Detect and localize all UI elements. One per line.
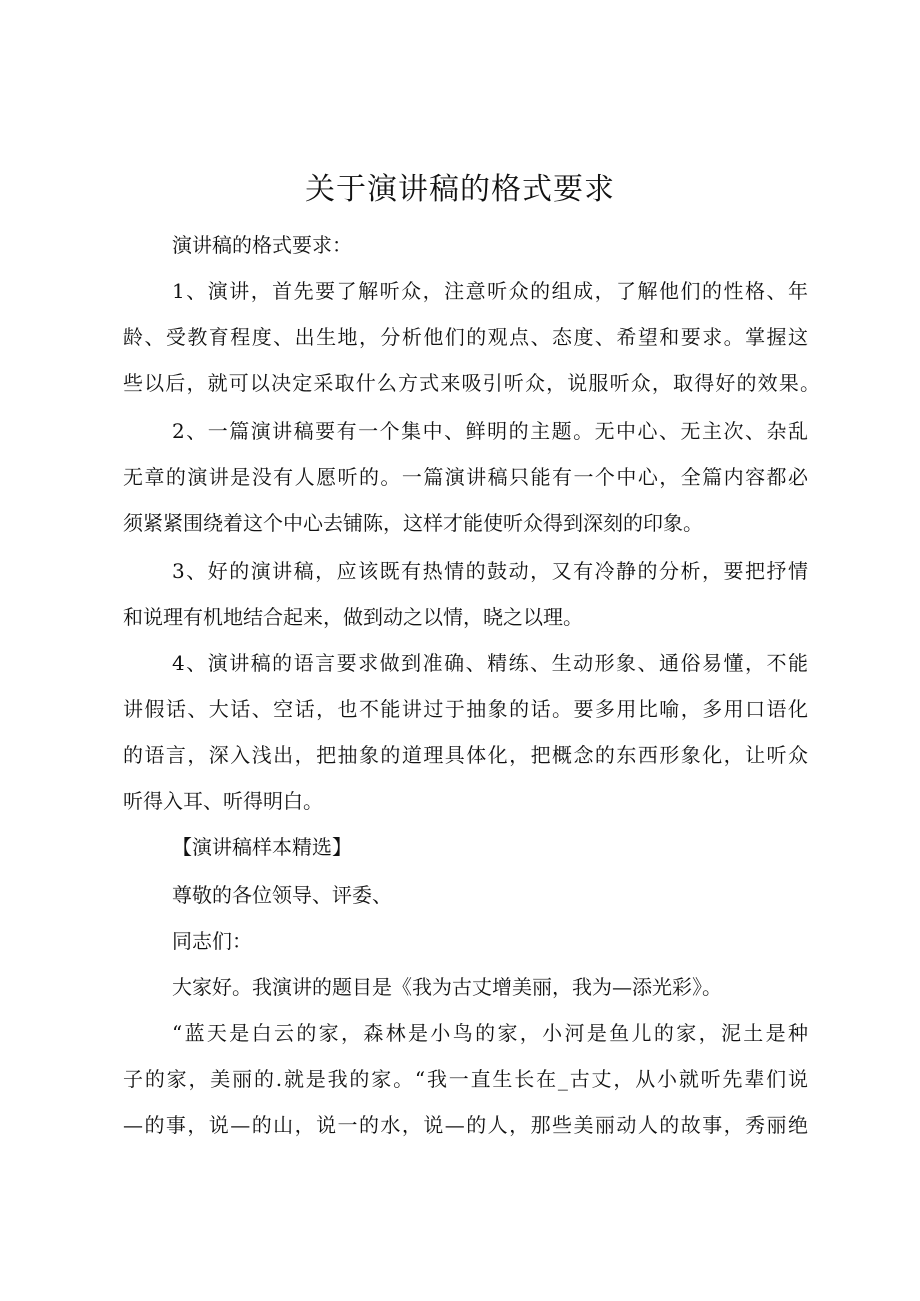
paragraph-2-line-2: 无章的演讲是没有人愿听的。一篇演讲稿只能有一个中心，全篇内容都必 — [123, 465, 808, 489]
opening-line: 大家好。我演讲的题目是《我为古丈增美丽，我为—添光彩》。 — [172, 975, 722, 999]
paragraph-5-line-2: 子的家，美丽的.就是我的家。“我一直生长在_古丈，从小就听先辈们说 — [123, 1067, 808, 1091]
paragraph-2-line-1: 2、一篇演讲稿要有一个集中、鲜明的主题。无中心、无主次、杂乱 — [172, 419, 808, 443]
paragraph-4-line-4: 听得入耳、听得明白。 — [123, 789, 323, 813]
paragraph-4-line-3: 的语言，深入浅出，把抽象的道理具体化，把概念的东西形象化，让听众 — [123, 743, 808, 767]
paragraph-1-line-3: 些以后，就可以决定采取什么方式来吸引听众，说服听众，取得好的效果。 — [123, 371, 820, 395]
paragraph-4-line-1: 4、演讲稿的语言要求做到准确、精练、生动形象、通俗易懂，不能 — [172, 651, 808, 675]
paragraph-3-line-1: 3、好的演讲稿，应该既有热情的鼓动，又有冷静的分析，要把抒情 — [172, 559, 808, 583]
paragraph-2-line-3: 须紧紧围绕着这个中心去铺陈，这样才能使听众得到深刻的印象。 — [123, 511, 703, 535]
greeting-line-1: 尊敬的各位领导、评委、 — [172, 883, 392, 907]
intro-line: 演讲稿的格式要求： — [172, 233, 352, 257]
paragraph-4-line-2: 讲假话、大话、空话，也不能讲过于抽象的话。要多用比喻，多用口语化 — [123, 697, 808, 721]
paragraph-5-line-1: “蓝天是白云的家，森林是小鸟的家，小河是鱼儿的家，泥土是种 — [172, 1021, 808, 1045]
page-title: 关于演讲稿的格式要求 — [305, 172, 615, 207]
sample-heading: 【演讲稿样本精选】 — [172, 835, 352, 859]
paragraph-1-line-1: 1、演讲，首先要了解听众，注意听众的组成，了解他们的性格、年 — [172, 279, 808, 303]
paragraph-1-line-2: 龄、受教育程度、出生地，分析他们的观点、态度、希望和要求。掌握这 — [123, 325, 808, 349]
paragraph-5-line-3: —的事，说—的山，说一的水，说—的人，那些美丽动人的故事，秀丽绝 — [123, 1113, 808, 1137]
paragraph-3-line-2: 和说理有机地结合起来，做到动之以情，晓之以理。 — [123, 605, 583, 629]
greeting-line-2: 同志们： — [172, 929, 252, 953]
